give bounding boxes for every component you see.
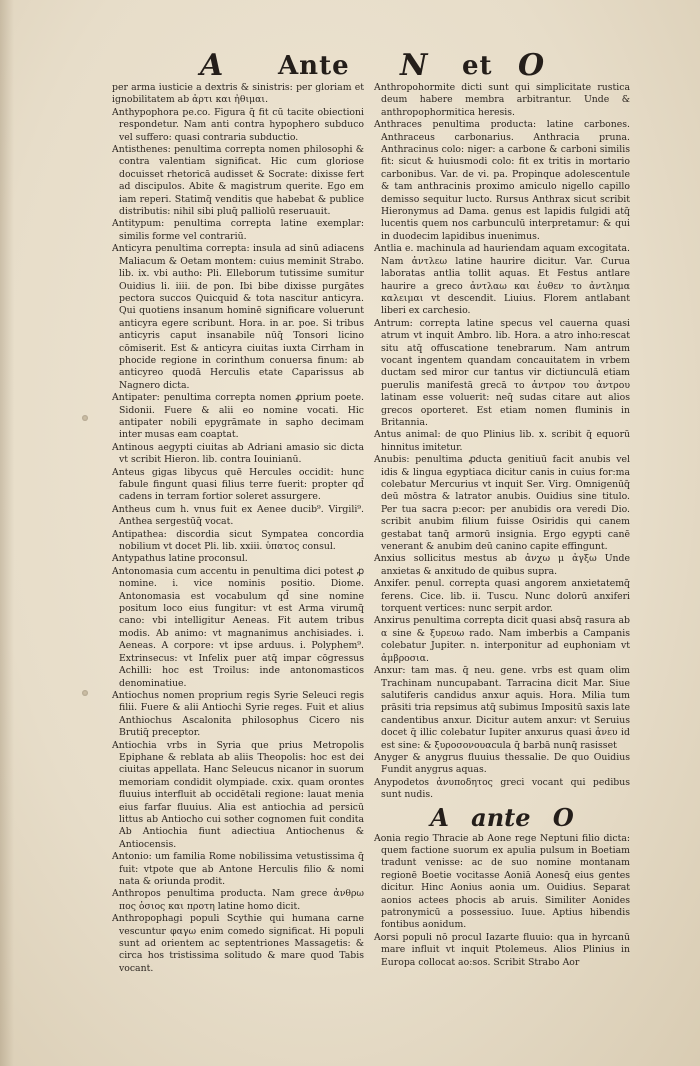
dictionary-entry: Anthraces penultima producta: latine carbones. Anthraceus carbonarius. Anthracia pruna. Anthracinus colo: niger: a carbone & carboni similis fit: sicut & huiusmodi colo: fit ex tritis in mortario carbonibus. Var. de vi. pa. Propinque adolescentule & tam anthracinis proximo amiculo nigello capillo demisso sequitur lucto. Rursus Anthrax sicut scribit Hieronymus ad Dama. genus est lapidis fulgidi atq̄ lucentis quem nos carbunculū interpretamur: & qui in duodecim lapidibus inuenimus. [374,119,630,242]
dictionary-entry: Antipathea: discordia sicut Sympatea concordia nobilium vt docet Pli. lib. xxiii. ὑπατος consul. [112,528,364,553]
dictionary-entry: Aonia regio Thracie ab Aone rege Neptuni filio dicta: quem factione suorum ex apulia pulsum in Boetiam tradunt venisse: ac de suo nomine montanam regionē Boetie vocitasse Aoniā Aonesq̄ eius gentes dicitur. Hinc Aonius aonia um. Ouidius. Separat aonios actees phocis ab aruis. Similiter Aonides patronymicū a possessiuo. Iuue. Aptius hibendis fontibus aonidum. [374,832,630,931]
binding-hole [82,690,88,696]
dictionary-entry: Anyger & anygrus fluuius thessalie. De quo Ouidius Fundit anygrus aquas. [374,751,630,776]
dictionary-entry: Anxifer. penul. correpta quasi angorem anxietatemq̄ ferens. Cice. lib. ii. Tuscu. Nunc dolorū anxiferi torquent vertices: nunc serpit ardor. [374,578,630,615]
dictionary-entry: Antypathus latine proconsul. [112,553,248,565]
dictionary-entry: per arma iusticie a dextris & sinistris: per gloriam et ignobilitatem ab ἀρτι και ἠθιμαι. [112,82,364,106]
dictionary-entry: Antus animal: de quo Plinius lib. x. scribit q̄ equorū hinnitus imitetur. [374,429,630,453]
dictionary-entry: Antrum: correpta latine specus vel cauerna quasi atrum vt inquit Ambro. lib. Hora. a atro inho:rescat situ atq̄ offuscatione tenebrarum. Nam antrum vocant ingentem quandam concauitatem in vrbem ductam sed miror cur tantus vir dictiunculā etiam puerulis manifestā grecā το ἀντρον του ἀντρου latinam esse voluerit: neq̄ sudas citare aut alios grecos oporteret. Est etiam nomen fluminis in Britannia. [374,317,630,428]
dictionary-entry: Anthypophora pe.co. Figura q̄ fit cū tacite obiectioni respondetur. Nam anti contra hypophero subduco vel suffero: quasi contraria subductio. [112,106,364,143]
dictionary-entry: Antitypum: penultima correpta latine exemplar: similis forme vel contrariū. [112,218,364,242]
dictionary-entry: Anthropophagi populi Scythie qui humana carne vescuntur φαγω enim comedo significat. Hi populi sunt ad orientem ac septentriones Massagetis: & circa hos tristissima solitudo & mare quod Tabis vocant. [112,913,364,974]
right-column-entries-after [374,833,630,969]
left-column [112,82,364,975]
right-column [374,82,630,969]
dictionary-entry: Antonomasia cum accentu in penultima dici potest ꝓ nomine. i. vice nominis positio. Diome. Antonomasia est vocabulum qd̄ sine nomine positum loco eius fungitur: vt est Arma virumq̄ cano: vbi intelligitur Aeneas. Fit autem tribus modis. Ab animo: vt magnanimus anchisiades. i. Aeneas. A corpore: vt ipse arduus. i. Polyphem⁹. Extrinsecus: vt Infelix puer atq̄ impar cōgressus Achilli: hoc est Troilus: inde antonomasticos denominatiue. [112,565,364,689]
dictionary-entry: Antiochia vrbs in Syria que prius Metropolis Epiphane & reblata ab aliis Theopolis: hoc est dei ciuitas appellata. Hanc Seleucus nicanor in suorum memoriam condidit olympiade. cxix. quam orontes fluuius interfluit ab occidētali regione: lauat menia eius farfar fluuius. Alia est antiochia ad persicū littus ab Antiocho cui sother cognomen fuit condita Ab Antiochia fiunt adiectiua Antiochenus & Antiocensis. [112,739,364,850]
dictionary-entry: Anticyra penultima correpta: insula ad sinū adiacens Maliacum & Oetam montem: cuius meminit Strabo. lib. ix. vbi autho: Pli. Elleborum tutissime sumitur Ouidius li. iiii. de pon. Ibi bibe dixisse purgātes pectora succos Quicquid & tota nascitur anticyra. Qui quotiens insanum hominē significare voluerunt anticyra egere scribunt. Hora. in ar. poe. Si tribus anticyris caput insanabile nūq̄ Tonsori licino cōmiserit. Est & anticyra ciuitas iuxta Cirrham in phocide regione in corinthum conuersa finum: ab anticyreo quodā Herculis etate Caparissus ab Nagnero dicta. [112,243,364,391]
dictionary-entry: Anteus gigas libycus quē Hercules occidit: hunc fabule fingunt quasi filius terre fuerit: propter qd̄ cadens in terram fortior soleret assurgere. [112,466,364,503]
running-head-word: Ante [278,51,350,81]
dictionary-entry: Antipater: penultima correpta nomen ꝓprium poete. Sidonii. Fuere & alii eo nomine vocati. Hic antipater nobili epygrāmate in sapho decimam inter musas eam coaptat. [112,392,364,441]
dictionary-entry: Anxius sollicitus mestus ab ἀνχω μ ἀγξω Unde anxietas & anxitudo de quibus supra. [374,553,630,577]
dictionary-entry: Anypodetos ἀνυποδητος greci vocant qui pedibus sunt nudis. [374,776,630,801]
running-head-word: et [462,51,493,81]
binding-hole [82,415,88,421]
running-head-word: O [518,48,546,83]
dictionary-entry: Antheus cum h. vnus fuit ex Aenee ducib⁹. Virgili⁹. Anthea sergestūq̄ vocat. [112,503,364,528]
dictionary-entry: Anxur: tam mas. q̄ neu. gene. vrbs est quam olim Trachinam nuncupabant. Tarracina dicit Mar. Siue salutiferis candidus anxur aquis. Hora. Milia tum prāsiti tria repsimus atq̄ subimus Impositū saxis late candentibus anxur. Dicitur autem anxur: vt Seruius docet q̄ illic colebatur Iupiter anxurus quasi ἀνευ id est sine: & ξυροσονουαcula q̄ barbā nunq̄ rasisset [374,665,630,751]
dictionary-entry: Anthropos penultima producta. Nam grece ἀνθρω πος ὀσιος και προτη latine homo dicit. [112,888,364,912]
dictionary-entry: Aorsi populi nō procul Iazarte fluuio: qua in hyrcanū mare influit vt inquit Ptolemeus. Alios Plinius in Europa collocat ao:sos. Scribit Strabo Aor [374,931,630,968]
running-head-word: N [400,48,429,83]
dictionary-entry: Antonio: um familia Rome nobilissima vetustissima q̄ fuit: vtpote que ab Antone Herculis filio & nomi nata & oriunda prodit. [112,851,364,887]
running-head-word: A [200,48,225,83]
dictionary-entry: Anubis: penultima ꝓducta genitiuū facit anubis vel idis & lingua egyptiaca dicitur canis in cuius for:ma colebatur Mercurius vt inquit Ser. Virg. Omnigenūq̄ deū mōstra & latrator anubis. Ouidius sine titulo. Per tua sacra p:ecor: per anubidis ora veredi Dio. scribit anubim filium fuisse Osiridis qui canem gestabat tanq̄ armorū insignia. Ergo egypti canē venerant & anubim deū canino capite effingunt. [374,454,630,553]
right-column-entries [374,82,630,802]
dictionary-entry: Anthropohormite dicti sunt qui simplicitate rustica deum habere membra arbitrantur. Unde & anthropophormitica heresis. [374,82,630,118]
dictionary-entry: Antiochus nomen proprium regis Syrie Seleuci regis filii. Fuere & alii Antiochi Syrie reges. Fuit et alius Anthiochus Ascalonita philosophus Cicero nis Brutiq̄ preceptor. [112,689,364,739]
page-edge-shadow [0,0,14,1066]
dictionary-entry: Antinous aegypti ciuitas ab Adriani amasio sic dicta vt scribit Hieron. lib. contra Iouinianū. [112,441,364,466]
section-heading: A ante O [430,802,574,832]
dictionary-entry: Anxirus penultima correpta dicit quasi absq̄ rasura ab α sine & ξυρευω rado. Nam imberbis a Campanis colebatur Jupiter. n. interponitur ad euphoniam vt ἀμβροσια. [374,615,630,664]
dictionary-entry: Antisthenes: penultima correpta nomen philosophi & contra valentiam significat. Hic cum gloriose docuisset rhetoricā audisset & Socrate: dixisse fert ad discipulos. Abite & magistrum querite. Ego em iam reperi. Statimq̄ venditis que habebat & publice distributis: nihil sibi pluq̄ palliolū reseruauit. [112,144,364,218]
dictionary-entry: Antlia e. machinula ad hauriendam aquam excogitata. Nam ἀντλεω latine haurire dicitur. Var. Curua laboratas antlia tollit aquas. Et Festus antlare haurire a greco ἀντλαω και ἐυθεν το ἀντλημα καλειμαι vt descendit. Liuius. Florem antlabant liberi ex carchesio. [374,243,630,317]
